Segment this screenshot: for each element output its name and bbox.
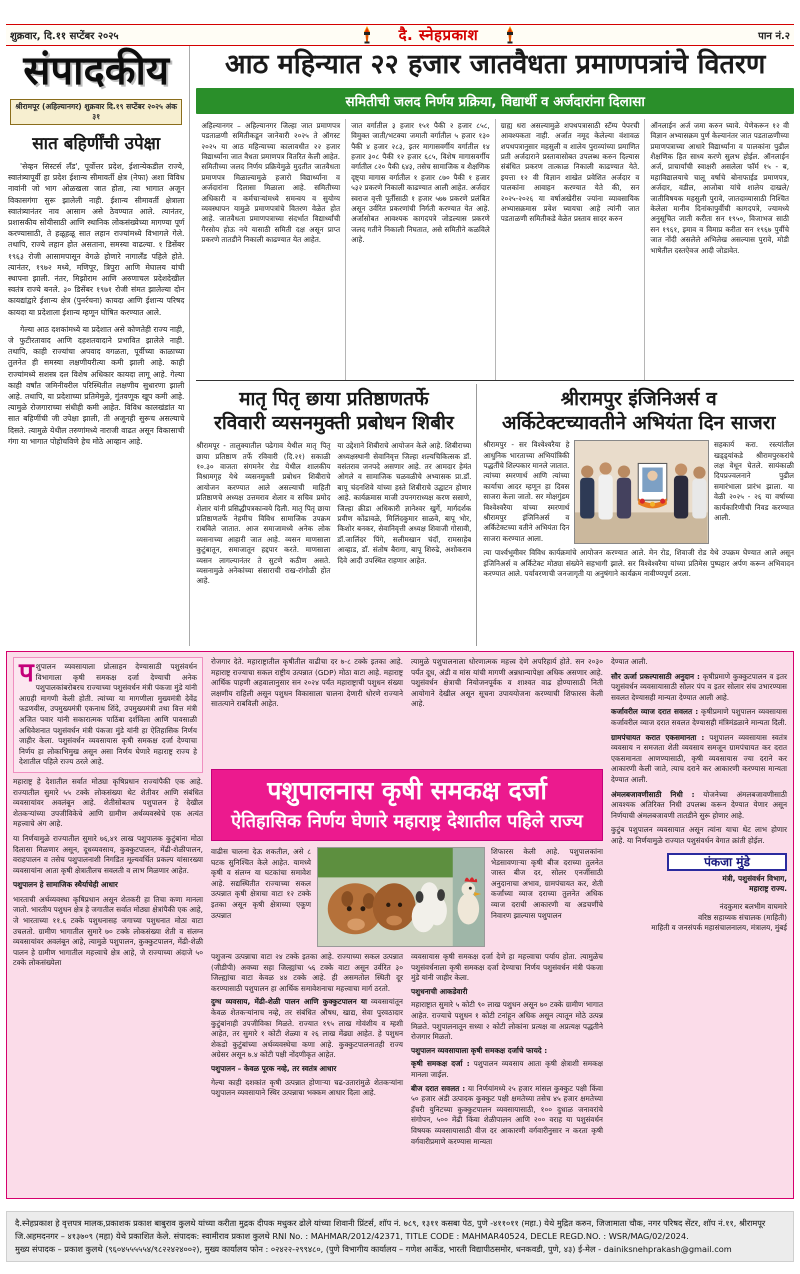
livestock-lead-text: शुपालन व्यवसायाला प्रोत्साहन देण्यासाठी पशुसंवर्धन विभागाला कृषी समकक्ष दर्जा देण्याची अनेक पशुपालकांबरोबरच राज्याच्या पशुसंवर्धन मंत्री पंकजा मुंडे यांनी आग्रही मागणी केली होती. त्यांच्या या मागणीला मुख्यमंत्री देवेंद्र फडणवीस, उपमुख्यमंत्री एकनाथ शिंदे, उपमुख्यमंत्री तथा वित्त मंत्री अजित पवार यांनी सकारात्मक पाठिंबा दर्शविला आणि पावसाळी अधिवेशनात पशुसंवर्धन मंत्री पंकजा मुंडे यांनी हा ऐतिहासिक निर्णय जाहीर केला. पशुसंवर्धन व्यवसायास कृषी समकक्ष दर्जा देण्याचा निर्णय हा लोकाभिमुख असून असा निर्णय घेणारे महाराष्ट्र राज्य हे देशातील पहिले राज्य ठरले आहे. [19, 662, 197, 767]
minister-title-line2: महाराष्ट्र राज्य. [749, 884, 787, 894]
livestock-low-right [411, 952, 603, 1193]
cattle-photo [317, 847, 485, 947]
livestock-low-left [211, 952, 403, 1193]
livestock-paragraph: कुटुंब पशुपालन व्यवसायात असून त्यांना याचा थेट लाभ होणार आहे. या निर्णयामुळे राज्यात पशुसंवर्धन वेगात क्रांती होईल. [611, 825, 787, 845]
page-header [6, 24, 794, 46]
benefit-label: बीज दरात सवलत : [411, 1083, 466, 1093]
engineers-column-right: सहकार्य करा. रस्त्यांतील खड्ड्यांकडे श्रीरामपुरकरांचे लक्ष वेधून घेतले. सायंकाळी दिपप्रज्वलनाने पुढील समारंभाला प्रारंभ झाला. या वेळी २०२५ - २६ या वर्षाच्या कार्यकारिणीची निवड करण्यात आली. [714, 440, 794, 522]
editorial-column [6, 46, 190, 646]
photo-left-text: वाढीस चालना देऊ शकतील, असे ८ घटक सुनिश्चित केले आहेत. यामध्ये कृषी व संलग्न या घटकांचा समावेश आहे. सद्यस्थितीत राज्याच्या सकल उत्पन्नात कृषी क्षेत्राचा वाटा १२ टक्के इतका असून कृषी क्षेत्राच्या एकूण उत्पन्नात [211, 847, 311, 920]
lead-column-3: ग्राह्य धरा असल्यामुळे शपथपत्रासाठी स्टॅम्प पेपरची आवश्यकता नाही. अर्जात नमूद केलेल्या वंशावळ शपथपत्रानुसार महसुली व शालेय पुराव्यांच्या प्रमाणित प्रती अर्जदाराने प्रस्तावासोबत उपलब्ध करुन दिल्यास संबंधित प्रकरण तात्काळ निकाली काढण्यात येते. इयत्ता १२ वी विज्ञान शाखेत प्रवेशित अर्जदार व पालकांना आवाहन करण्यात येते की, सन २०२५-२०२६ या वर्षाअखेरीस ज्यांना व्यावसायिक अभ्यासक्रमास प्रवेश घ्यायचा आहे त्यांनी जात पडताळणी समितीकडे वेळेत प्रस्ताव सादर करुन [496, 119, 646, 380]
benefit-text: कृषीप्रमाणे पशुपालन व्यवसायास कर्जावरील व्याज दरात सवलत देण्यासही मंत्रिमंडळाने मान्यता दिली. [611, 707, 787, 727]
livestock-subhead: दुग्ध व्यवसाय, मेंढी-शेळी पालन आणि कुक्कुटपालन या [211, 997, 367, 1007]
lead-column-2: जात वर्गातील ३ हजार १५१ पैकी २ हजार ८५८, विमुक्त जाती/भटक्या जमाती वर्गातील ५ हजार १३० पैकी ४ हजार २८३, इतर मागासवर्गीय वर्गातील १४ हजार ३०८ पैकी १२ हजार ६८५, विशेष मागासवर्गीय वर्गातील ८२० पैकी ६४३, तसेच सामाजिक व शैक्षणिक दृष्ट्या मागास वर्गातील १ हजार ८७० पैकी १ हजार ५३२ प्रकरणे निकाली काढण्यात आली आहेत. अर्जदार स्वराज वृत्ती पूर्तीसाठी १ हजार ५७७ प्रकरणे प्रलंबित असून उर्वरित प्रकरणांची निर्गती करण्यात येत आहे. अर्जासोबत आवश्यक कागदपत्रे जोडल्यास प्रकरणे जलद गतीने निकाली निघतात, असे समितीने कळविले आहे. [346, 119, 496, 380]
engineers-headline-line2: अर्किटेक्टच्यावतीने अभियंता दिन साजरा [502, 412, 776, 435]
byline-name: नंदकुमार बलभीम वाघमारे [719, 902, 787, 912]
lead-column-4: ऑनलाईन अर्ज जमा करुन घ्यावे. येणेकरून १२ वी विज्ञान अभ्यासक्रम पुर्ण केल्यानंतर जात पडताळणीच्या प्रमाणपत्राच्या आधारे विद्यार्थ्यांना व पालकांना पुढील शैक्षणिक हित साध्य करणे सुलभ होईल. ऑनलाईन अर्ज, प्राचार्यांची स्वाक्षरी असलेला फॉर्म १५ - ब, महाविद्यालयाचे चालू वर्षाचे बोनाफाईड प्रमाणपत्र, अर्जदार, वडील, आजोबा यांचे शालेय दाखले/ जातीविषयक महसुली पुरावे, जातदाव्यासाठी निश्चित केलेला मानीव दिनांकापुर्वीची कागदपत्रे, ज्यामध्ये अनुसूचित जाती करीता सन १९५०, विजाभज साठी सन १९६१, इमाव व विमाप्र करीता सन १९६७ पुर्वीचे जात नोंदी असलेले अभिलेख असल्यास पुरावे, मोडी भाषेतील दस्तऐवज आदी जोडावेत. [650, 120, 790, 255]
livestock-midtop-right: त्यामुळे पशुपालनाला धोरणात्मक महत्त्व देणे अपरिहार्य होते. सन २०३० पर्यंत दूध, अंडी व मांस यांची मागणी अन्नधान्यापेक्षा अधिक असणार आहे. पशुसंवर्धन क्षेत्राची नियोजनपूर्वक व शाश्वत वाढ होण्यासाठी निती आयोगाने देखील असून सूचना उपाययोजना करण्याची शिफारस केली आहे. [411, 657, 603, 709]
camp-headline-line2: रविवारी व्यसनमुक्ती प्रबोधन शिबीर [214, 412, 454, 435]
editorial-title: संपादकीय [23, 48, 170, 94]
livestock-paragraph: महाराष्ट्रात सुमारे ५ कोटी ९० लाख पशुधन असून ७० टक्के ग्रामीण भागात आहेत. राज्याचे पशुधन १ कोटी टनांहून अधिक असून त्यातून मोठे उत्पन्न मिळते. पशुपालनातून सध्या २ कोटी लोकांना प्रत्यक्ष वा अप्रत्यक्ष पद्धतीने रोजगार मिळतो. [411, 1000, 603, 1042]
benefit-label: ग्रामपंचायत करात एकसमानता : [611, 732, 705, 742]
livestock-subhead: पशुपालन – केवळ पूरक नव्हे, तर स्वतंत्र आधार [211, 1063, 337, 1073]
benefit-text: पशुपालन व्यवसाय आता कृषी क्षेत्राशी समकक्ष मानला जाईल. [411, 1059, 603, 1079]
editorial-paragraph: 'सेव्हन सिस्टर्स लँड', पूर्वोत्तर प्रदेश, ईशान्येकडील राज्ये, स्वातंत्र्यापूर्वी हा प्रदेश ईशान्य सीमावर्ती क्षेत्र (नेफा) अशा विविध नावांनी जो भाग ओळखला जात होता, त्या भागात अजून विकासगंगा सुरू झालेली नाही. ईशान्य सीमावर्ती क्षेत्राला स्वातंत्र्यानंतर नाव आसाम असे ठेवण्यात आले. त्यानंतर, प्रशासकीय सोयीसाठी आणि स्थानिक लोकसंख्येच्या मागण्या पूर्ण करण्यासाठी, ते हळूहळू सात लहान राज्यांमध्ये विभागले गेले. तथापि, राज्ये लहान होत असताना, समस्या वाढल्या. १ डिसेंबर १९६३ रोजी आसामपासून वेगळे होणारे नागालँड पहिले होते. त्यानंतर, १९७२ मध्ये, मणिपूर, त्रिपुरा आणि मेघालय यांची स्थापना झाली. नंतर, मिझोराम आणि अरुणाचल प्रदेशदेखील स्वतंत्र राज्ये बनले. ३० डिसेंबर १९७१ रोजी संमत झालेल्या दोन कायद्यांद्वारे ईशान्य क्षेत्र (पुनर्रचना) कायदा आणि ईशान्य परिषद कायदा या प्रदेशाला ईशान्य म्हणून घोषित करण्यात आले. [8, 162, 185, 317]
drop-cap: प [19, 658, 34, 688]
masthead-title: दै. स्नेहप्रकाश [398, 26, 479, 44]
benefit-label: अंमलबजावणीसाठी निधी : [611, 789, 695, 799]
livestock-banner [211, 769, 603, 841]
engineers-headline-line1: श्रीरामपुर इंजिनिअर्स व [560, 387, 717, 410]
benefit-text: या निर्णयांमध्ये २५ हजार मांसल कुक्कुट पक्षी किंवा ५० हजार अंडी उत्पादक कुक्कुट पक्षी क्षमतेच्या तसेच ४५ हजार क्षमतेच्या हॅचरी युनिटच्या कुक्कुटपालन व्यवसायासाठी, १०० दुधाळ जनावरांचे संगोपन, ५०० मेंढी किंवा शेळीपालन आणि २०० वराह या पशुसंवर्धन विषयक व्यवसायासाठी वीज दर आकारणी वर्गवारीनुसार न करता कृषी वर्गवारीप्रमाणे करण्यास मान्यता [411, 1083, 603, 1146]
byline-office: माहिती व जनसंपर्क महासंचालनालय, मंत्रालय, मुंबई [651, 923, 787, 933]
benefit-label: कृषी समकक्ष दर्जा : [411, 1059, 470, 1069]
livestock-column-right [611, 657, 787, 1193]
camp-column-2: या उद्देशाने शिबीराचे आयोजन केले आहे. शिबीराच्या अध्यक्षस्थानी सेवानिवृत्त जिल्हा शल्यचिकित्सक डॉ. वसंतराव जनपदे असणार आहे. तर आमदार हेमंत ओगले व सामाजिक चळवळीचे अभ्यासक प्रा.डॉ. बापू चंदनशिवे यांच्या हस्ते शिबीराचे उद्घाटन होणार आहे. कार्यक्रमास माजी उपनगराध्यक्ष करण ससाणे, जिल्हा क्रीडा अधिकारी ज्ञानेश्वर खुर्गे, मार्गदर्शक प्रवीण कोंढावळे, मिलिंदकुमार साळवे, बापू भोर, किशोर बनकर, सेवानिवृत्ती अध्यक्ष शिवाजी गोसावी, डॉ.जालिंदर पिंगे, सलीमखान चंदॉ, रामसाहेब आव्हाड, डॉ. संतोष बैरागा, बापू शिरुढे, अशोकराव दिवे आदी उपस्थित राहणार आहेत. [337, 441, 472, 565]
livestock-paragraph: महाराष्ट्र हे देशातील सर्वात मोठ्या कृषिप्रधान राज्यांपैकी एक आहे. राज्यातील सुमारे ५५ टक्के लोकसंख्या थेट शेतीवर आणि संबंधित व्यवसायांवर अवलंबून आहे. शेतीसोबतच पशुपालन हे देखील शेतकऱ्यांच्या उपजीविकेचे आणि ग्रामीण अर्थव्यवस्थेचे एक अत्यंत महत्त्वाचे अंग आहे. [13, 776, 203, 829]
minister-name-box: पंकजा मुंडे [667, 853, 787, 872]
deaddiction-camp-article [196, 384, 477, 646]
lead-column-1: अहिल्यानगर – अहिल्यानगर जिल्हा जात प्रमाणपत्र पडताळणी समितीकडून जानेवारी २०२५ ते ऑगस्ट २०२५ या आठ महिन्याच्या कालावधीत २२ हजार विद्यार्थ्यांना जात वैधता प्रमाणपत्र वितरित केली आहेत. समितीच्या जलद निर्णय प्रक्रियेमुळे मुदतीत जातवैधता प्रमाणपत्र मिळाल्यामुळे हजारो विद्यार्थ्यांना व अर्जदारांना दिलासा मिळाला आहे. समितीच्या अधिकारी व कर्मचाऱ्यांमध्ये समन्वय व सुयोग्य व्यवस्थापन यामुळे प्रमाणपत्रांचे वितरण वेळेत होत आहे. जातवैधता प्रमाणपत्राच्या संदर्भात विद्यार्थ्यांची गैरसोय होऊ नये यासाठी समिती दक्ष असून प्राप्त प्रकरणे तातडीने निकाली काढण्यात येत आहेत. [196, 119, 346, 380]
benefit-label: सौर ऊर्जा प्रकल्पासाठी अनुदान : [611, 671, 700, 681]
camp-column-1: श्रीरामपूर - तालुक्यातील पढेगाव येथील मातृ पितृ छाया प्रतिष्ठाण तर्फे रविवारी (दि.२१) सकाळी १०.३० वाजता संगमनेर रोड येथील शालकीय विश्रामगृह येथे व्यसनमुक्ती प्रबोधन शिबीराचे आयोजन करण्यात आले असल्याची माहिती प्रतिष्ठाणचे अध्यक्ष उत्तमराव शेलार व सचिव प्रमोद शेलार यांनी प्रसिद्धीपत्रकान्वये दिली. मातृ पितृ छाया प्रतिष्ठाणतर्फे नेहमीच विविध सामाजिक उपक्रम राबविले जातात. आज समाजामध्ये अनेक लोक व्यसनाच्या आहारी जात आहे. व्यसन माणसाला कुटुंबातून, समाजातून हद्दपार करते. माणसाला व्यसन लागल्यानंतर ते सुटणे कठीण असते. व्यसनामुळे अनेकांच्या संसाराची राख-रांगोळी होत आहे. [196, 441, 331, 586]
livestock-subhead: पशुपालन व्यवसायाला कृषी समकक्ष दर्जाचे फायदे : [411, 1045, 548, 1055]
photo-right-text: शिफारस केली आहे. पशुपालकांना भेडसावणाऱ्या कृषी बीज दराच्या तुलनेत जास्त बीज दर, सोलर एनर्जीसाठी अनुदानाचा अभाव, ग्रामपंचायत कर, शेती कर्जांच्या व्याज दराच्या तुलनेत अधिक व्याज दराची आकारणी या अडचणींचे निवारण झाल्यास पशुपालन [491, 847, 603, 920]
lead-subhead: समितीची जलद निर्णय प्रक्रिया, विद्यार्थी व अर्जदारांना दिलासा [196, 88, 794, 114]
torch-icon [361, 26, 373, 44]
livestock-column-1 [13, 657, 203, 1193]
benefit-label: कर्जावरील व्याज दरात सवलत : [611, 707, 699, 717]
livestock-paragraph: पशुजन्य उत्पन्नाचा वाटा २४ टक्के इतका आहे. राज्याच्या सकल उत्पन्नात (जीडीपी) अवघ्या सहा जिल्ह्यांचा ५६ टक्के वाटा असून उर्वरित ३० जिल्ह्यांचा वाटा केवळ ४४ टक्के आहे. ही असमतोल स्थिती दूर करण्यासाठी पशुपालन हा आर्थिक समावेशनाचा महत्त्वाचा मार्ग ठरतो. [211, 952, 403, 993]
livestock-paragraph: व्यवसायास कृषी समकक्ष दर्जा देणे हा महत्त्वाचा पर्याय होता. त्यामुळेच पशुसंवर्धनाला कृषी समकक्ष दर्जा देण्याचा निर्णय पशुसंवर्धन मंत्री पंकजा मुंडे यांनी जाहीर केला. [411, 952, 603, 983]
editorial-paragraph: गेल्या आठ दशकांमध्ये या प्रदेशात असे कोणतेही राज्य नाही, जे फुटीरतावाद आणि दहशतवादाने प्रभावित झालेले नाही. तथापि, काही राज्यांचा अपवाद वगळता, पूर्वीच्या काळाच्या तुलनेत ही समस्या लक्षणीयरीत्या कमी झाली आहे. काही राज्यांमध्ये सशस्त्र दल विशेष अधिकार कायदा लागू आहे. गेल्या काही वर्षांत जमिनीवरील परिस्थितीत लक्षणीय सुधारणा झाली आहे. तथापि, या प्रदेशाच्या प्रतिमेमुळे, गुंतवणूक खूप कमी आहे. त्यामुळे रोजगाराच्या संधीही कमी आहेत. विविध कालखंडांत या सात बहिणींची जी उपेक्षा झाली, ती अजूनही सुरूच असल्याचे दिसते. त्यामुळे येथील तरुणांमध्ये नाराजी वाढत असून विकासाची गंगा या भागात पोहोचविणे हेच मोठे आव्हान आहे. [8, 324, 185, 446]
livestock-paragraph: भारताची अर्थव्यवस्था कृषिप्रधान असून शेतकरी हा तिचा कणा मानला जातो. भारतीय पशुधन क्षेत्र हे जगातील सर्वात मोठ्या क्षेत्रांपैकी एक आहे, जे भारताच्या ११.६ टक्के पशुधनासह जगाच्या पशुधनात मोठा वाटा उचलतो. ग्रामीण भागातील सुमारे ७० टक्के लोकसंख्या शेती व संलग्न व्यवसायांवर अवलंबून आहे, त्यामुळे पशुपालन, कुक्कुटपालन, मेंढी-शेळी पालन हे ग्रामीण भागातील महत्त्वाचे क्षेत्र आहे, जे राज्याच्या अंदाजे ५० टक्के लोकसंख्येला [13, 894, 203, 968]
banner-line1: पशुपालनास कृषी समकक्ष दर्जा [267, 776, 547, 805]
imprint-line2: जि.अहमदनगर – ४१३७०९ (महा) येथे प्रकाशित केले. संपादक: स्वामीराव प्रकाश कुलथे RNI No. : MAHMAR/2012/42371, TITLE CODE : MAHMAR40524, DECLE REGD.NO. : WSR/MAG/02/2024. [15, 1231, 689, 1241]
imprint-line1: दै.स्नेहप्रकाश हे वृत्तपत्र मालक,प्रकाशक प्रकाश बाबुराव कुलथे यांच्या करीता मुद्रक दीपक मधुकर ढोले यांच्या शिवानी प्रिंटर्स, शॉप नं. ७८९, १३११ कसबा पेठ, पुणे -४११०११ (महा.) येथे मुद्रित करुन, जिजामाता चौक, नगर परिषद सेंटर, शॉप नं.११, श्रीरामपूर [15, 1218, 766, 1228]
minister-title-line1: मंत्री, पशुसंवर्धन विभाग, [722, 874, 787, 884]
livestock-subhead: पशुधनाची आकडेवारी [411, 986, 468, 996]
editorial-dateline: श्रीरामपूर (अहिल्यानगर) शुक्रवार दि.१९ सप्टेंबर २०२५ अंक ३१ [10, 99, 182, 125]
camp-headline-line1: मातृ पितृ छाया प्रतिष्ठाणतर्फे [239, 387, 429, 410]
issue-date: शुक्रवार, दि.११ सप्टेंबर २०२५ [10, 31, 119, 42]
livestock-paragraph: गेल्या काही दशकांत कृषी उत्पन्नात होणाऱ्या चढ-उतारांमुळे शेतकऱ्यांना पशुपालन व्यवसायाने स्थिर उत्पन्नाचा भक्कम आधार दिला आहे. [211, 1077, 403, 1098]
byline-designation: वरिष्ठ सहाय्यक संचालक (माहिती) [698, 912, 787, 922]
imprint-footer [6, 1211, 794, 1262]
lead-article [196, 46, 794, 646]
livestock-feature [6, 651, 794, 1199]
engineers-column-left: श्रीरामपुर - सर विश्वेश्वरैया हे आधुनिक भारताच्या अभियांत्रिकी पद्धतींचे शिल्पकार मानले जातात. त्यांच्या स्मरणार्थ आणि त्यांच्या कार्याचा आदर म्हणून हा दिवस साजरा केला जातो. सर मोक्षगुंडम विश्वेश्वरैया यांच्या स्मरणार्थ श्रीरामपुर इंजिनिअर्स व अर्किटेक्टच्या वतीने अभियंता दिन साजरा करण्यात आला. [483, 440, 570, 543]
page-number: पान नं.२ [758, 31, 790, 42]
benefit-text: कृषीप्रमाणे कुक्कुटपालन व इतर पशुसंवर्धन व्यवसायासाठी सोलर पंप व इतर सोलार संच उभारण्यास सवलत देण्यासही मान्यता देण्यात आली आहे. [611, 671, 787, 702]
lead-headline: आठ महिन्यात २२ हजार जातवैधता प्रमाणपत्रांचे वितरण [224, 49, 766, 80]
livestock-paragraph: या निर्णयामुळे राज्यातील सुमारे ७६,४१ लाख पशुपालक कुटुंबांना मोठा दिलासा मिळणार असून, दूधव्यवसाय, कुक्कुटपालन, मेंढी-शेळीपालन, वराहपालन व तसेच पशुपालनाशी निगडित मूल्यवर्धित प्रकल्प यांसारख्या व्यवसायांना आता कृषी क्षेत्रातीलच सवलती व लाभ मिळणार आहेत. [13, 833, 203, 875]
livestock-paragraph: देण्यात आली. [611, 657, 648, 666]
livestock-middle [211, 657, 603, 1193]
banner-line2: ऐतिहासिक निर्णय घेणारे महाराष्ट्र देशातील पहिले राज्य [231, 811, 583, 832]
benefit-text: पशुपालन व्यवसायास स्वतंत्र व्यवसाय न समजता शेती व्यवसाय समजून ग्रामपंचायत कर दरात एकसमानता आणण्यासाठी, कृषी व्यवसायास ज्या दराने कर आकारणी केली जाते, त्याच दराने कर आकारणी करण्यास मान्यता देण्यात आली. [611, 732, 787, 784]
livestock-midtop-left: रोजगार देते. महाराष्ट्रातील कृषीतील वाढीचा दर ७-८ टक्के इतका आहे. महाराष्ट्र राज्याचा सकल राष्ट्रीय उत्पन्नात (GDP) मोठा वाटा आहे. महाराष्ट्र आर्थिक पाहणी अहवालानुसार सन २०२४ पर्यंत महाराष्ट्राची पशुधन संख्या लक्षणीय राहिली असून पशुधन विकासाला चालना देणारी धोरणे राज्याने सातत्याने राबविली आहेत. [211, 657, 403, 709]
livestock-paragraph: व्यवसायांतून केवळ शेतकऱ्यांनाच नव्हे, तर संबंधित औषध, खाद्य, सेवा पुरवठादार कुटुंबांनाही उपजीविका मिळते. राज्यात १९५ लाख गोवंशीय व म्हशी आहेत, तर सुमारे १ कोटी शेळ्या व २६ लाख मेंढ्या आहेत. हे पशुधन शेकडो कुटुंबांच्या अर्थव्यवस्थेचा कणा आहे. कुक्कुटपालनातही राज्य अग्रेसर असून ७.४ कोटी पक्षी नोंदणीकृत आहेत. [211, 997, 403, 1060]
editorial-headline: सात बहिर्णींची उपेक्षा [32, 134, 161, 154]
livestock-lead-box [13, 657, 203, 773]
engineers-day-article [477, 384, 794, 646]
torch-icon [504, 26, 516, 44]
group-photo [574, 440, 709, 544]
benefit-text: योजनेच्या अंमलबजावणीसाठी आवश्यक अतिरिक्त निधी उपलब्ध करून देण्यात येणार असून निर्णयाची अंमलबजावणी तातडीने सुरू होणार आहे. [611, 789, 787, 820]
livestock-subhead: पशुपालन हे सामाजिक स्थैर्याचेही आधार [13, 880, 118, 890]
imprint-line3: मुख्य संपादक – प्रकाश कुलथे (९६०४५५५५५४/९८२२४२४००२), मुख्य कार्यालय फोन : ०२४२२-२९९४८०, (पुणे विभागीय कार्यालय – गणेश आर्केड, भारती विद्यापीठसमोर, धनकवडी, पुणे, ४३) ई-मेल - dainiksnehprakash@gmail.com [15, 1244, 732, 1254]
engineers-continuation: त्या पार्श्वभूमीवर विविध कार्यक्रमांचे आयोजन करण्यात आले. मेन रोड, शिवाजी रोड येथे उपक्रम घेण्यात आले असून इंजिनिअर्स व अर्किटेक्ट मोठ्या संख्येने सहभागी झाले. सर विश्वेश्वरैया यांच्या प्रतिमेस पुष्पहार अर्पण करून अभिवादन करण्यात आले. पर्यावरणाची जनजागृती या अनुषंगाने कार्यक्रम नावीण्यपूर्ण ठरला. [483, 548, 794, 578]
